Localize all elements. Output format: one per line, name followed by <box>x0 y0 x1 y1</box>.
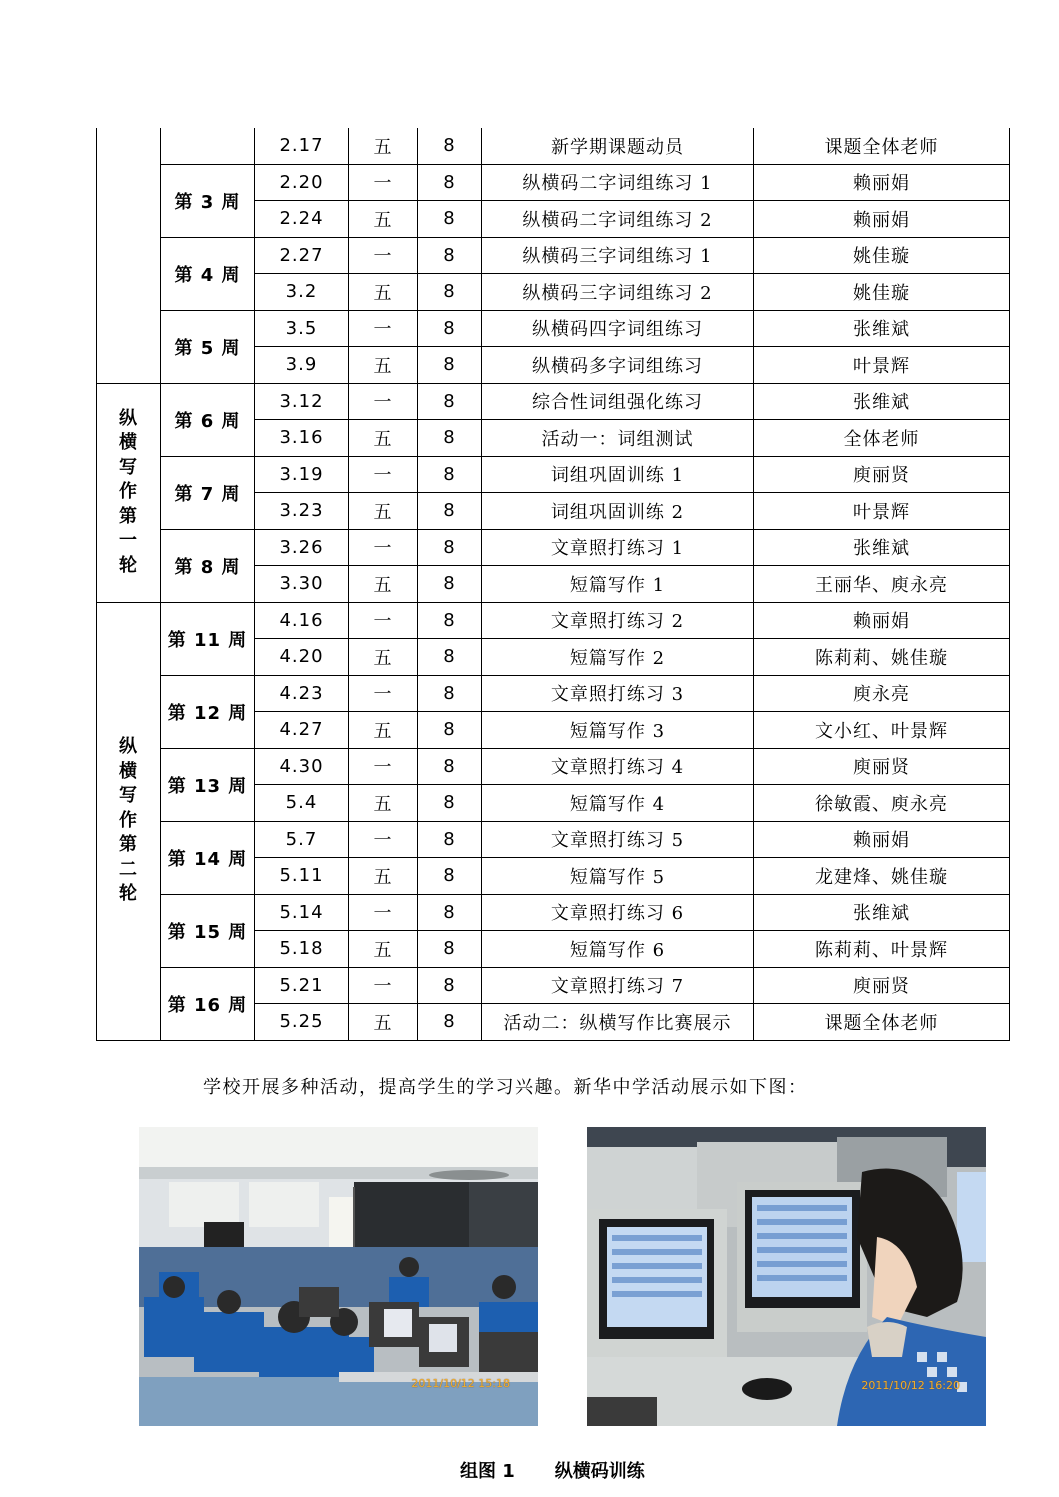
period-cell: 8 <box>418 201 482 238</box>
period-cell: 8 <box>418 931 482 968</box>
week-cell: 第 12 周 <box>161 675 255 748</box>
week-cell: 第 3 周 <box>161 164 255 237</box>
period-cell: 8 <box>418 675 482 712</box>
week-cell: 第 16 周 <box>161 967 255 1040</box>
weekday-cell: 五 <box>349 712 418 749</box>
topic-cell: 短篇写作 3 <box>482 712 754 749</box>
table-row <box>97 602 1010 639</box>
topic-cell: 纵横码三字词组练习 1 <box>482 237 754 274</box>
table-row <box>97 310 1010 347</box>
teacher-cell: 叶景辉 <box>754 347 1010 384</box>
date-cell: 3.12 <box>255 383 349 420</box>
week-cell: 第 15 周 <box>161 894 255 967</box>
period-cell: 8 <box>418 347 482 384</box>
weekday-cell: 五 <box>349 785 418 822</box>
intro-paragraph: 学校开展多种活动，提高学生的学习兴趣。新华中学活动展示如下图： <box>203 1077 808 1098</box>
topic-cell: 短篇写作 4 <box>482 785 754 822</box>
stage-cell <box>97 602 161 1040</box>
topic-cell: 文章照打练习 4 <box>482 748 754 785</box>
teacher-cell: 赖丽娟 <box>754 201 1010 238</box>
date-cell: 5.18 <box>255 931 349 968</box>
topic-cell: 新学期课题动员 <box>482 128 754 164</box>
date-cell: 3.30 <box>255 566 349 603</box>
period-cell: 8 <box>418 456 482 493</box>
date-cell: 3.26 <box>255 529 349 566</box>
weekday-cell: 五 <box>349 566 418 603</box>
teacher-cell: 张维斌 <box>754 383 1010 420</box>
table-row <box>97 675 1010 712</box>
weekday-cell: 一 <box>349 894 418 931</box>
teacher-cell: 张维斌 <box>754 529 1010 566</box>
date-cell: 3.2 <box>255 274 349 311</box>
topic-cell: 活动一：词组测试 <box>482 420 754 457</box>
caption-label: 组图 1 <box>460 1461 515 1482</box>
student-computer-photo <box>587 1127 986 1426</box>
topic-cell: 短篇写作 2 <box>482 639 754 676</box>
stage-cell <box>97 383 161 602</box>
date-cell: 4.16 <box>255 602 349 639</box>
topic-cell: 纵横码四字词组练习 <box>482 310 754 347</box>
table-row <box>97 967 1010 1004</box>
weekday-cell: 五 <box>349 128 418 164</box>
teacher-cell: 全体老师 <box>754 420 1010 457</box>
week-cell: 第 13 周 <box>161 748 255 821</box>
weekday-cell: 一 <box>349 602 418 639</box>
topic-cell: 纵横码二字词组练习 1 <box>482 164 754 201</box>
teacher-cell: 叶景辉 <box>754 493 1010 530</box>
date-cell: 4.20 <box>255 639 349 676</box>
period-cell: 8 <box>418 310 482 347</box>
topic-cell: 文章照打练习 6 <box>482 894 754 931</box>
stage-label: 纵横写作第一轮 <box>119 407 138 576</box>
period-cell: 8 <box>418 493 482 530</box>
teacher-cell: 徐敏霞、庾永亮 <box>754 785 1010 822</box>
stage-label: 纵横写作第二轮 <box>119 736 138 905</box>
table-row <box>97 237 1010 274</box>
period-cell: 8 <box>418 164 482 201</box>
topic-cell: 活动二：纵横写作比赛展示 <box>482 1004 754 1041</box>
weekday-cell: 五 <box>349 201 418 238</box>
week-cell: 第 7 周 <box>161 456 255 529</box>
date-cell: 2.20 <box>255 164 349 201</box>
period-cell: 8 <box>418 639 482 676</box>
caption-text: 纵横码训练 <box>554 1461 645 1482</box>
topic-cell: 文章照打练习 1 <box>482 529 754 566</box>
topic-cell: 文章照打练习 2 <box>482 602 754 639</box>
teacher-cell: 课题全体老师 <box>754 128 1010 164</box>
date-cell: 2.24 <box>255 201 349 238</box>
period-cell: 8 <box>418 967 482 1004</box>
date-cell: 4.30 <box>255 748 349 785</box>
topic-cell: 短篇写作 6 <box>482 931 754 968</box>
weekday-cell: 五 <box>349 420 418 457</box>
teacher-cell: 姚佳璇 <box>754 237 1010 274</box>
date-cell: 5.4 <box>255 785 349 822</box>
week-cell: 第 5 周 <box>161 310 255 383</box>
date-cell: 2.17 <box>255 128 349 164</box>
weekday-cell: 五 <box>349 1004 418 1041</box>
date-cell: 2.27 <box>255 237 349 274</box>
date-cell: 5.14 <box>255 894 349 931</box>
topic-cell: 文章照打练习 5 <box>482 821 754 858</box>
table-row <box>97 128 1010 164</box>
table-row <box>97 383 1010 420</box>
teacher-cell: 张维斌 <box>754 894 1010 931</box>
date-cell: 5.21 <box>255 967 349 1004</box>
period-cell: 8 <box>418 602 482 639</box>
topic-cell: 词组巩固训练 2 <box>482 493 754 530</box>
period-cell: 8 <box>418 237 482 274</box>
period-cell: 8 <box>418 128 482 164</box>
topic-cell: 词组巩固训练 1 <box>482 456 754 493</box>
weekday-cell: 一 <box>349 164 418 201</box>
table-row <box>97 748 1010 785</box>
date-cell: 4.27 <box>255 712 349 749</box>
teacher-cell: 庾丽贤 <box>754 748 1010 785</box>
topic-cell: 短篇写作 1 <box>482 566 754 603</box>
topic-cell: 综合性词组强化练习 <box>482 383 754 420</box>
weekday-cell: 五 <box>349 347 418 384</box>
weekday-cell: 五 <box>349 858 418 895</box>
week-cell: 第 14 周 <box>161 821 255 894</box>
period-cell: 8 <box>418 383 482 420</box>
weekday-cell: 五 <box>349 931 418 968</box>
topic-cell: 纵横码三字词组练习 2 <box>482 274 754 311</box>
period-cell: 8 <box>418 529 482 566</box>
weekday-cell: 一 <box>349 310 418 347</box>
date-cell: 3.16 <box>255 420 349 457</box>
weekday-cell: 五 <box>349 274 418 311</box>
period-cell: 8 <box>418 785 482 822</box>
period-cell: 8 <box>418 274 482 311</box>
stage-cell <box>97 128 161 383</box>
date-cell: 5.25 <box>255 1004 349 1041</box>
teacher-cell: 赖丽娟 <box>754 821 1010 858</box>
teacher-cell: 王丽华、庾永亮 <box>754 566 1010 603</box>
weekday-cell: 一 <box>349 529 418 566</box>
topic-cell: 短篇写作 5 <box>482 858 754 895</box>
topic-cell: 文章照打练习 3 <box>482 675 754 712</box>
period-cell: 8 <box>418 712 482 749</box>
teacher-cell: 庾永亮 <box>754 675 1010 712</box>
table-row <box>97 894 1010 931</box>
weekday-cell: 一 <box>349 821 418 858</box>
teacher-cell: 赖丽娟 <box>754 164 1010 201</box>
table-row <box>97 164 1010 201</box>
date-cell: 3.19 <box>255 456 349 493</box>
teacher-cell: 姚佳璇 <box>754 274 1010 311</box>
photo-timestamp: 2011/10/12 16:20 <box>861 1379 960 1392</box>
teacher-cell: 文小红、叶景辉 <box>754 712 1010 749</box>
teacher-cell: 赖丽娟 <box>754 602 1010 639</box>
period-cell: 8 <box>418 748 482 785</box>
table-row <box>97 821 1010 858</box>
classroom-photo <box>139 1127 538 1426</box>
teacher-cell: 庾丽贤 <box>754 967 1010 1004</box>
date-cell: 3.5 <box>255 310 349 347</box>
table-row <box>97 529 1010 566</box>
week-cell: 第 4 周 <box>161 237 255 310</box>
week-cell: 第 8 周 <box>161 529 255 602</box>
teacher-cell: 庾丽贤 <box>754 456 1010 493</box>
table-row <box>97 456 1010 493</box>
teacher-cell: 课题全体老师 <box>754 1004 1010 1041</box>
weekday-cell: 一 <box>349 383 418 420</box>
weekday-cell: 一 <box>349 675 418 712</box>
weekday-cell: 五 <box>349 639 418 676</box>
week-cell: 第 11 周 <box>161 602 255 675</box>
topic-cell: 纵横码二字词组练习 2 <box>482 201 754 238</box>
week-cell: 第 6 周 <box>161 383 255 456</box>
period-cell: 8 <box>418 821 482 858</box>
weekday-cell: 五 <box>349 493 418 530</box>
week-cell <box>161 128 255 164</box>
period-cell: 8 <box>418 566 482 603</box>
period-cell: 8 <box>418 1004 482 1041</box>
period-cell: 8 <box>418 894 482 931</box>
weekday-cell: 一 <box>349 456 418 493</box>
topic-cell: 文章照打练习 7 <box>482 967 754 1004</box>
weekday-cell: 一 <box>349 237 418 274</box>
period-cell: 8 <box>418 858 482 895</box>
figure-caption <box>460 1457 645 1483</box>
teacher-cell: 陈莉莉、姚佳璇 <box>754 639 1010 676</box>
date-cell: 3.9 <box>255 347 349 384</box>
date-cell: 5.7 <box>255 821 349 858</box>
date-cell: 3.23 <box>255 493 349 530</box>
date-cell: 4.23 <box>255 675 349 712</box>
teacher-cell: 陈莉莉、叶景辉 <box>754 931 1010 968</box>
weekday-cell: 一 <box>349 967 418 1004</box>
topic-cell: 纵横码多字词组练习 <box>482 347 754 384</box>
schedule-table <box>96 128 1010 1041</box>
teacher-cell: 龙建烽、姚佳璇 <box>754 858 1010 895</box>
teacher-cell: 张维斌 <box>754 310 1010 347</box>
weekday-cell: 一 <box>349 748 418 785</box>
date-cell: 5.11 <box>255 858 349 895</box>
photo-timestamp: 2011/10/12 15:18 <box>411 1377 510 1390</box>
period-cell: 8 <box>418 420 482 457</box>
